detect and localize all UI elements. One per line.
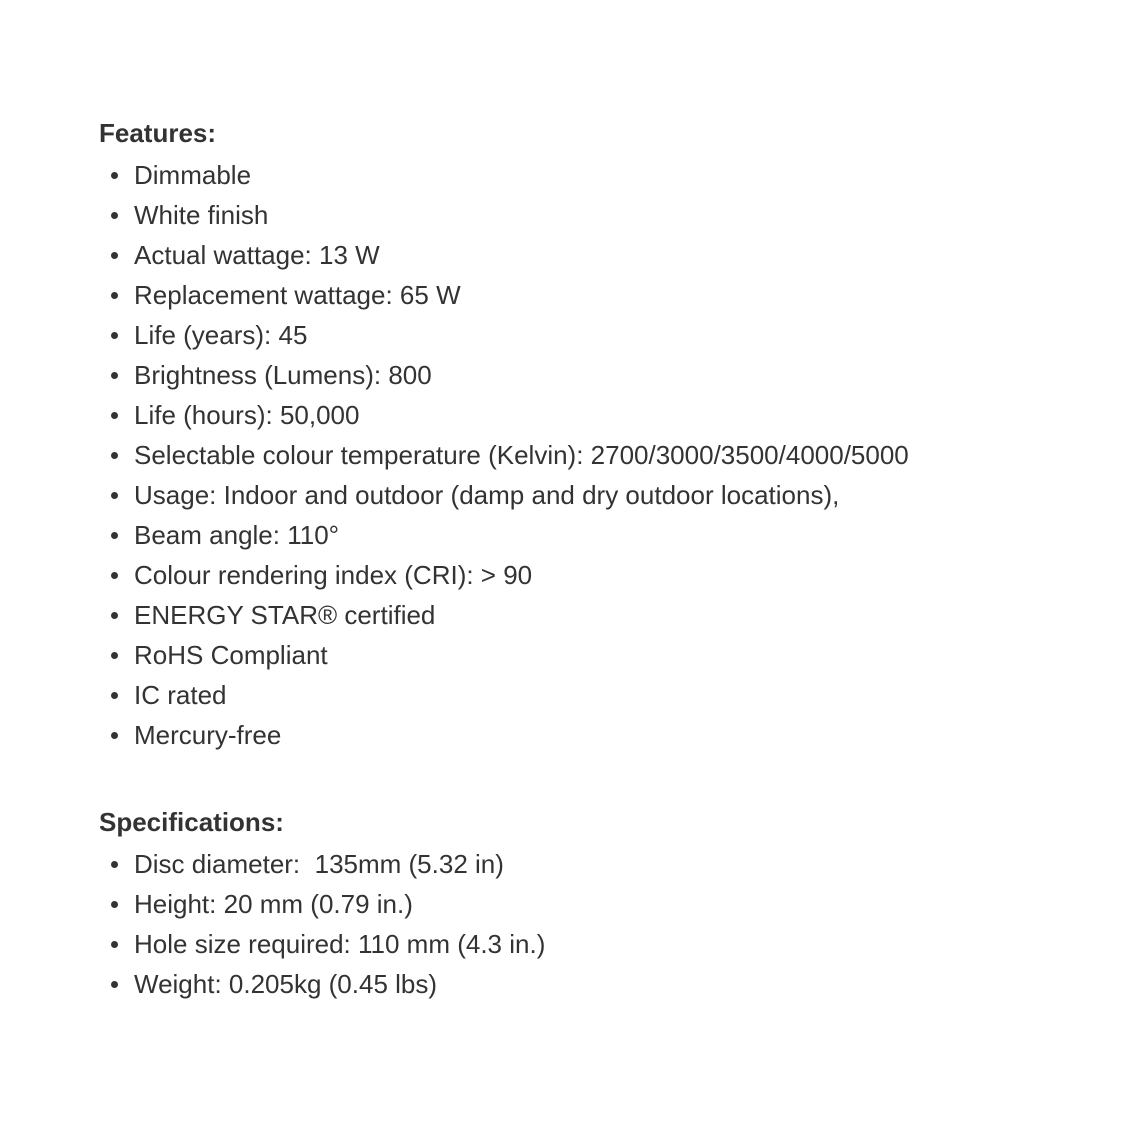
feature-item-finish	[99, 195, 1099, 235]
feature-item-colour-temperature	[99, 435, 1099, 475]
bullet-icon	[111, 861, 118, 868]
product-details	[99, 115, 1099, 1004]
feature-item-life-hours	[99, 395, 1099, 435]
feature-item-beam-angle	[99, 515, 1099, 555]
feature-item-dimmable	[99, 155, 1099, 195]
feature-item-ic-rated	[99, 675, 1099, 715]
list-item-text: Brightness (Lumens): 800	[134, 360, 432, 390]
bullet-icon	[111, 941, 118, 948]
bullet-icon	[111, 252, 118, 259]
list-item-text: Mercury-free	[134, 720, 282, 750]
list-item-text: Life (years): 45	[134, 320, 308, 350]
spec-item-weight	[99, 964, 1099, 1004]
list-item-text: Selectable colour temperature (Kelvin): 2700/3000/3500/4000/5000	[134, 440, 909, 470]
list-item-text: Height: 20 mm (0.79 in.)	[134, 889, 413, 919]
feature-item-rohs	[99, 635, 1099, 675]
features-heading: Features:	[99, 118, 217, 148]
bullet-icon	[111, 572, 118, 579]
list-item-text: Weight: 0.205kg (0.45 lbs)	[134, 969, 438, 999]
list-item-text: White finish	[134, 200, 269, 230]
feature-item-brightness	[99, 355, 1099, 395]
bullet-icon	[111, 172, 118, 179]
list-item-text: Dimmable	[134, 160, 252, 190]
list-item-text: Life (hours): 50,000	[134, 400, 360, 430]
bullet-icon	[111, 412, 118, 419]
bullet-icon	[111, 981, 118, 988]
specifications-heading: Specifications:	[99, 807, 284, 837]
bullet-icon	[111, 452, 118, 459]
list-item-text: Usage: Indoor and outdoor (damp and dry outdoor locations),	[134, 480, 840, 510]
feature-item-actual-wattage	[99, 235, 1099, 275]
bullet-icon	[111, 332, 118, 339]
list-item-text: Colour rendering index (CRI): > 90	[134, 560, 533, 590]
bullet-icon	[111, 292, 118, 299]
feature-item-cri	[99, 555, 1099, 595]
list-item-text: ENERGY STAR® certified	[134, 600, 436, 630]
list-item-text: Hole size required: 110 mm (4.3 in.)	[134, 929, 546, 959]
list-item-text: Replacement wattage: 65 W	[134, 280, 461, 310]
feature-item-life-years	[99, 315, 1099, 355]
list-item-text: Disc diameter: 135mm (5.32 in)	[134, 849, 504, 879]
feature-item-energy-star	[99, 595, 1099, 635]
bullet-icon	[111, 372, 118, 379]
spec-item-hole-size	[99, 924, 1099, 964]
feature-item-mercury-free	[99, 715, 1099, 755]
bullet-icon	[111, 732, 118, 739]
list-item-text: IC rated	[134, 680, 227, 710]
bullet-icon	[111, 532, 118, 539]
bullet-icon	[111, 212, 118, 219]
section-spacer	[99, 755, 1099, 804]
list-item-text: RoHS Compliant	[134, 640, 328, 670]
bullet-icon	[111, 901, 118, 908]
spec-item-disc-diameter	[99, 844, 1099, 884]
specifications-list	[99, 844, 1099, 1004]
feature-item-usage	[99, 475, 1099, 515]
feature-item-replacement-wattage	[99, 275, 1099, 315]
features-list	[99, 155, 1099, 755]
list-item-text: Beam angle: 110°	[134, 520, 340, 550]
bullet-icon	[111, 492, 118, 499]
bullet-icon	[111, 692, 118, 699]
bullet-icon	[111, 612, 118, 619]
spec-item-height	[99, 884, 1099, 924]
bullet-icon	[111, 652, 118, 659]
list-item-text: Actual wattage: 13 W	[134, 240, 380, 270]
